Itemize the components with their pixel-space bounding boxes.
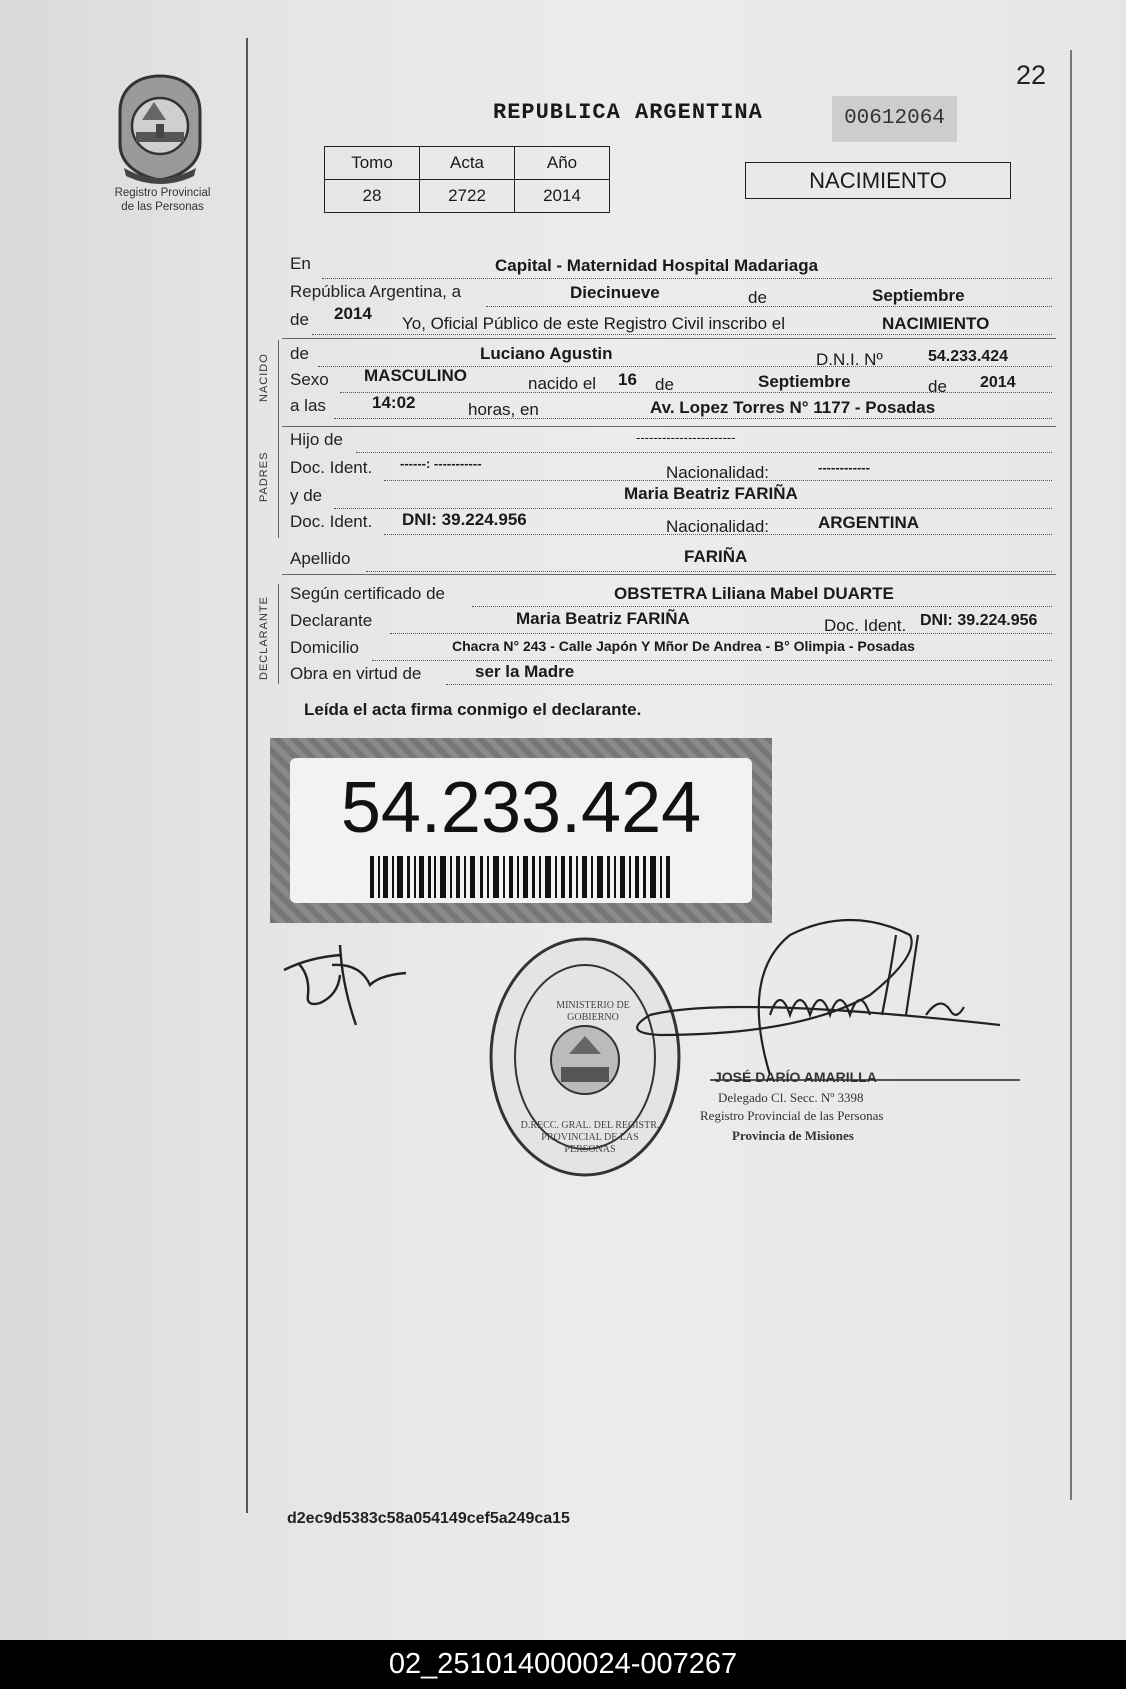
nacido-el-label: nacido el bbox=[528, 374, 597, 393]
nacido-line-1 bbox=[290, 344, 309, 368]
declarante-line-3 bbox=[290, 638, 359, 662]
official-name: JOSÉ DARÍO AMARILLA bbox=[714, 1069, 877, 1085]
apellido-label: Apellido bbox=[290, 549, 351, 568]
certificado-label: Según certificado de bbox=[290, 584, 445, 603]
ref-header-acta: Acta bbox=[420, 147, 515, 180]
padres-line-2 bbox=[290, 458, 372, 482]
father-doc-label: Doc. Ident. bbox=[290, 458, 373, 477]
registration-year: 2014 bbox=[334, 304, 372, 323]
closing-statement: Leída el acta firma conmigo el declarante. bbox=[304, 700, 642, 719]
document-title: REPUBLICA ARGENTINA bbox=[493, 100, 763, 125]
official-role: Delegado Cl. Secc. Nº 3398 bbox=[718, 1090, 864, 1105]
father-name: ----------------------- bbox=[636, 430, 736, 445]
nacido-de-label-3: de bbox=[928, 377, 947, 396]
nacido-line-2 bbox=[290, 370, 329, 394]
declarante-line-1 bbox=[290, 584, 445, 608]
sexo-label: Sexo bbox=[290, 370, 329, 389]
logo-caption-line1: Registro Provincial bbox=[114, 187, 211, 199]
father-nationality: ------------ bbox=[818, 460, 870, 475]
child-sex: MASCULINO bbox=[364, 366, 467, 385]
declarant-doc-label: Doc. Ident. bbox=[824, 616, 907, 635]
registry-reference-table bbox=[324, 146, 610, 213]
padres-line-4 bbox=[290, 512, 372, 536]
ref-value-tomo: 28 bbox=[325, 180, 420, 213]
dni-label: D.N.I. Nº bbox=[816, 350, 883, 369]
child-dni: 54.233.424 bbox=[928, 348, 1009, 365]
de-label-1: de bbox=[748, 288, 767, 307]
father-doc: ------: ----------- bbox=[400, 456, 482, 471]
hijo-de-label: Hijo de bbox=[290, 430, 343, 449]
section-label-padres: PADRES bbox=[258, 451, 270, 502]
declarant-name: Maria Beatriz FARIÑA bbox=[516, 609, 690, 628]
mother-name: Maria Beatriz FARIÑA bbox=[624, 484, 798, 503]
apellido-line bbox=[290, 549, 351, 573]
intro-line-1 bbox=[290, 254, 311, 278]
mother-doc-label: Doc. Ident. bbox=[290, 512, 373, 531]
nacido-de-label: de bbox=[290, 344, 309, 363]
registration-month: Septiembre bbox=[872, 286, 965, 305]
y-de-label: y de bbox=[290, 486, 323, 505]
day-in-words: Diecinueve bbox=[570, 283, 660, 302]
declarant-signature bbox=[280, 935, 410, 1030]
de-label-2: de bbox=[290, 310, 309, 329]
dni-sticker bbox=[270, 738, 772, 923]
logo-caption bbox=[95, 186, 230, 214]
ref-header-anio: Año bbox=[515, 147, 610, 180]
padres-line-3 bbox=[290, 486, 322, 510]
domicilio-label: Domicilio bbox=[290, 638, 359, 657]
nacido-de-label-2: de bbox=[655, 375, 674, 394]
declarante-line-4 bbox=[290, 664, 421, 688]
dni-sticker-label bbox=[290, 758, 752, 903]
a-las-label: a las bbox=[290, 396, 326, 415]
document-hash: d2ec9d5383c58a054149cef5a249ca15 bbox=[287, 1510, 570, 1527]
official-signature bbox=[620, 915, 1020, 1085]
mother-nat-label: Nacionalidad: bbox=[666, 517, 770, 536]
declarante-label: Declarante bbox=[290, 611, 373, 630]
declarant-doc: DNI: 39.224.956 bbox=[920, 612, 1038, 629]
left-margin-line bbox=[246, 38, 248, 1513]
seal-ring-text: D.RECC. GRAL. DEL REGISTR. PROVINCIAL DE LAS PERSONAS bbox=[520, 1120, 660, 1155]
birth-place: Capital - Maternidad Hospital Madariaga bbox=[495, 256, 819, 275]
declarant-address: Chacra N° 243 - Calle Japón Y Mñor De Andrea - B° Olimpia - Posadas bbox=[452, 638, 915, 654]
official-province: Provincia de Misiones bbox=[732, 1128, 854, 1143]
birth-time: 14:02 bbox=[372, 393, 416, 412]
republica-label: República Argentina, a bbox=[290, 282, 462, 301]
father-nat-label: Nacionalidad: bbox=[666, 463, 770, 482]
scan-footer-id: 02_251014000024-007267 bbox=[388, 1648, 738, 1680]
nacido-line-3 bbox=[290, 396, 326, 420]
birth-address: Av. Lopez Torres N° 1177 - Posadas bbox=[650, 398, 936, 417]
misiones-coat-of-arms-logo bbox=[110, 72, 210, 184]
section-label-nacido: NACIDO bbox=[258, 353, 270, 402]
official-office: Registro Provincial de las Personas bbox=[700, 1108, 884, 1123]
intro-line-3 bbox=[290, 310, 309, 334]
declarante-line-2 bbox=[290, 611, 372, 635]
right-margin-line bbox=[1070, 50, 1072, 1500]
dni-sticker-number: 54.233.424 bbox=[340, 768, 702, 848]
birth-year: 2014 bbox=[980, 374, 1016, 391]
surname: FARIÑA bbox=[684, 547, 748, 566]
section-label-declarante: DECLARANTE bbox=[258, 596, 270, 680]
intro-line-2 bbox=[290, 282, 461, 306]
obra-label: Obra en virtud de bbox=[290, 664, 422, 683]
certifying-professional: OBSTETRA Liliana Mabel DUARTE bbox=[614, 584, 894, 603]
logo-caption-line2: de las Personas bbox=[121, 201, 204, 213]
event-type: NACIMIENTO bbox=[882, 314, 990, 333]
horas-label: horas, en bbox=[468, 400, 539, 419]
ref-header-tomo: Tomo bbox=[325, 147, 420, 180]
ref-value-anio: 2014 bbox=[515, 180, 610, 213]
page-number: 22 bbox=[1016, 60, 1047, 90]
child-name: Luciano Agustin bbox=[480, 344, 613, 363]
registrar-statement: Yo, Oficial Público de este Registro Civil inscribo el bbox=[402, 314, 785, 333]
en-label: En bbox=[290, 254, 311, 273]
ref-value-acta: 2722 bbox=[420, 180, 515, 213]
barcode-icon bbox=[370, 856, 670, 898]
padres-line-1 bbox=[290, 430, 343, 454]
birth-day: 16 bbox=[618, 370, 637, 389]
declarant-capacity: ser la Madre bbox=[475, 662, 575, 681]
serial-number: 00612064 bbox=[832, 96, 957, 142]
mother-nationality: ARGENTINA bbox=[818, 513, 920, 532]
birth-month: Septiembre bbox=[758, 372, 851, 391]
seal-inner-text: MINISTERIO DE GOBIERNO bbox=[556, 1000, 630, 1023]
mother-doc: DNI: 39.224.956 bbox=[402, 510, 527, 529]
record-type-box: NACIMIENTO bbox=[745, 162, 1011, 199]
